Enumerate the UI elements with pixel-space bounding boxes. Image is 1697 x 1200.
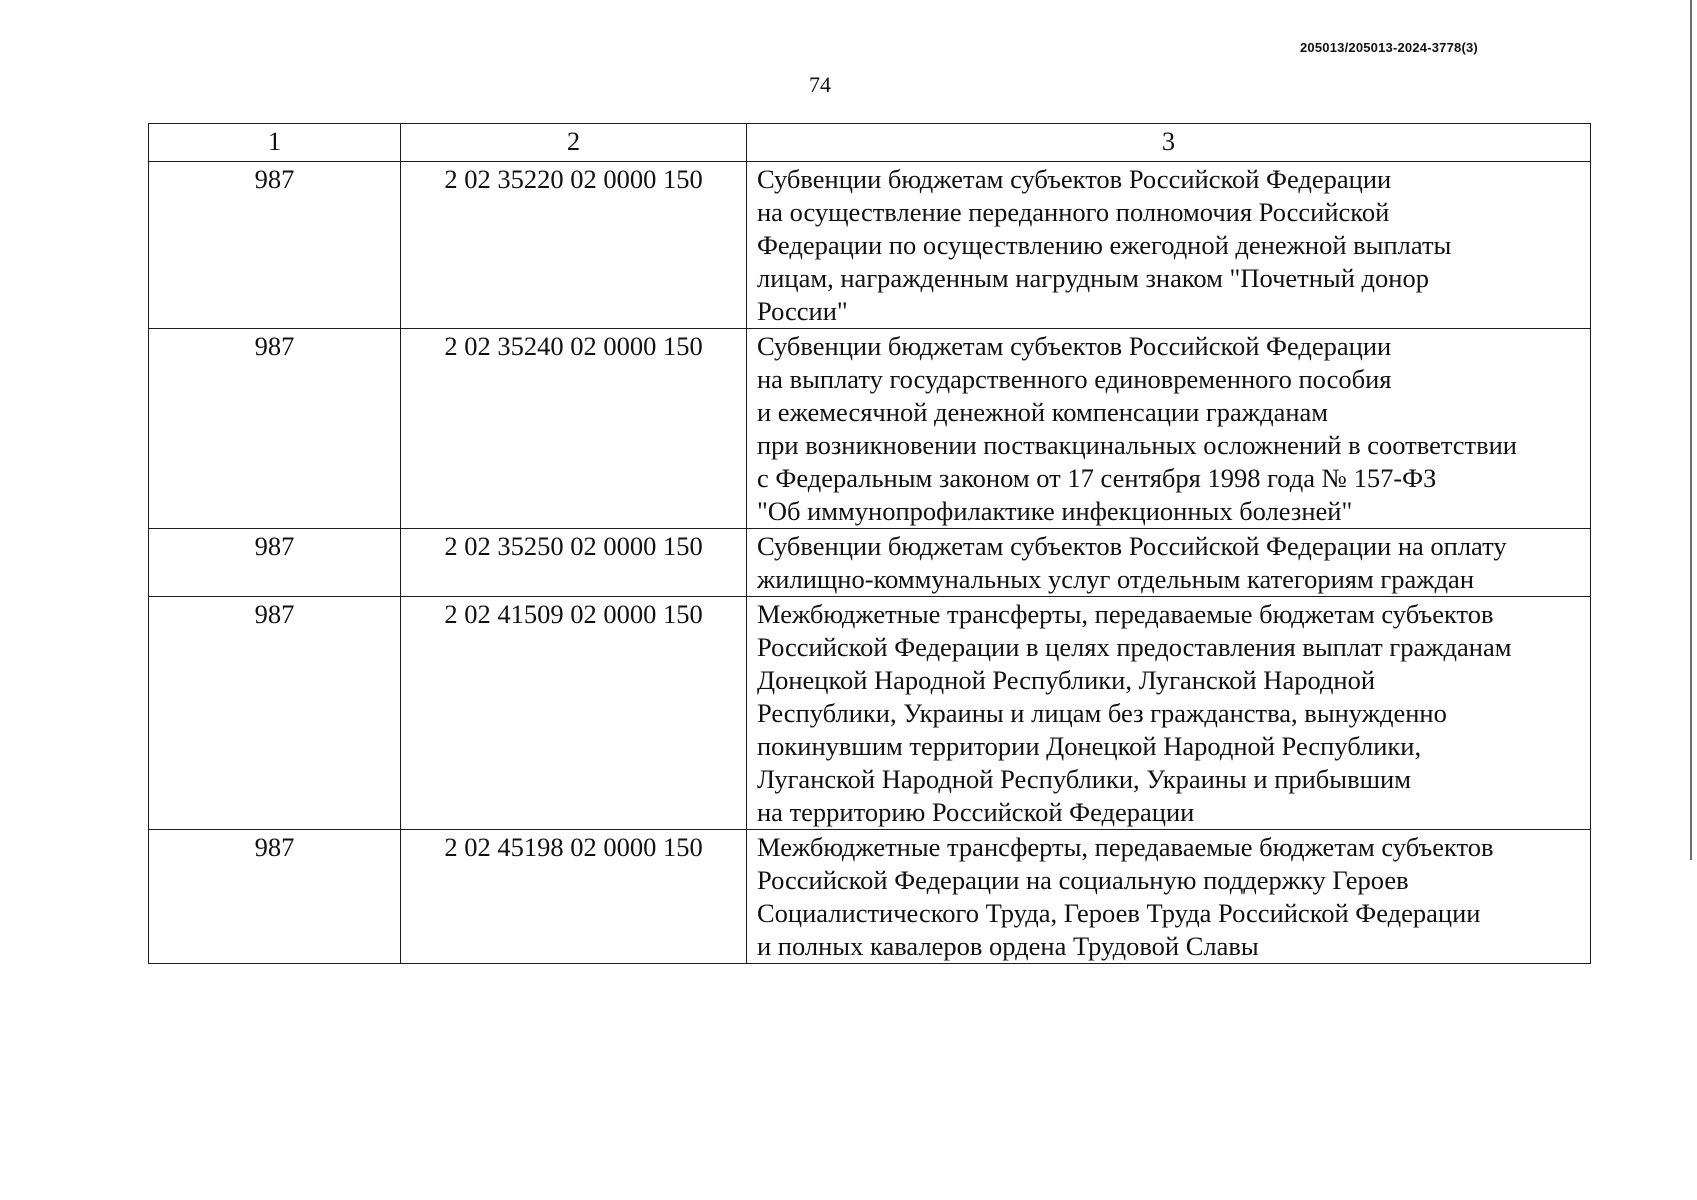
description-line: при возникновении поствакцинальных осложнений в соответствии bbox=[757, 430, 1517, 460]
budget-code-cell: 2 02 35250 02 0000 150 bbox=[401, 529, 747, 597]
column-header-2: 2 bbox=[401, 124, 747, 162]
table-row bbox=[149, 162, 1591, 329]
admin-code-cell: 987 bbox=[149, 329, 401, 529]
column-header-1: 1 bbox=[149, 124, 401, 162]
column-header-3: 3 bbox=[747, 124, 1591, 162]
budget-classification-table bbox=[148, 123, 1591, 964]
description-cell bbox=[747, 529, 1591, 597]
description-line: Субвенции бюджетам субъектов Российской Федерации bbox=[757, 331, 1392, 361]
description-cell bbox=[747, 597, 1591, 830]
description-line: и полных кавалеров ордена Трудовой Славы bbox=[757, 931, 1259, 961]
description-line: "Об иммунопрофилактике инфекционных болезней" bbox=[757, 496, 1353, 526]
table-row bbox=[149, 830, 1591, 964]
admin-code-cell: 987 bbox=[149, 162, 401, 329]
admin-code-cell: 987 bbox=[149, 597, 401, 830]
description-cell bbox=[747, 830, 1591, 964]
description-line: Субвенции бюджетам субъектов Российской Федерации на оплату bbox=[757, 531, 1507, 561]
description-line: Донецкой Народной Республики, Луганской Народной bbox=[757, 665, 1376, 695]
table-row bbox=[149, 529, 1591, 597]
admin-code-cell: 987 bbox=[149, 830, 401, 964]
document-id: 205013/205013-2024-3778(3) bbox=[1300, 40, 1478, 55]
scan-edge-line bbox=[1690, 0, 1692, 860]
description-line: Межбюджетные трансферты, передаваемые бюджетам субъектов bbox=[757, 599, 1494, 629]
description-line: Российской Федерации в целях предоставления выплат гражданам bbox=[757, 632, 1512, 662]
page-number: 74 bbox=[809, 72, 831, 97]
table-row bbox=[149, 597, 1591, 830]
description-line: и ежемесячной денежной компенсации гражданам bbox=[757, 397, 1329, 427]
budget-code-cell: 2 02 35220 02 0000 150 bbox=[401, 162, 747, 329]
description-cell bbox=[747, 162, 1591, 329]
description-line: Межбюджетные трансферты, передаваемые бюджетам субъектов bbox=[757, 832, 1494, 862]
budget-code-cell: 2 02 35240 02 0000 150 bbox=[401, 329, 747, 529]
description-line: жилищно-коммунальных услуг отдельным категориям граждан bbox=[757, 564, 1475, 594]
description-line: Федерации по осуществлению ежегодной денежной выплаты bbox=[757, 230, 1452, 260]
description-line: покинувшим территории Донецкой Народной Республики, bbox=[757, 731, 1422, 761]
table-row bbox=[149, 329, 1591, 529]
budget-code-cell: 2 02 45198 02 0000 150 bbox=[401, 830, 747, 964]
description-line: на выплату государственного единовременного пособия bbox=[757, 364, 1392, 394]
admin-code-cell: 987 bbox=[149, 529, 401, 597]
description-line: России" bbox=[757, 296, 848, 326]
description-line: Луганской Народной Республики, Украины и прибывшим bbox=[757, 764, 1411, 794]
table-header-row bbox=[149, 124, 1591, 162]
description-line: Российской Федерации на социальную поддержку Героев bbox=[757, 865, 1409, 895]
description-line: с Федеральным законом от 17 сентября 1998 года № 157-ФЗ bbox=[757, 463, 1437, 493]
description-line: Субвенции бюджетам субъектов Российской Федерации bbox=[757, 164, 1392, 194]
description-line: на территорию Российской Федерации bbox=[757, 797, 1195, 827]
description-cell bbox=[747, 329, 1591, 529]
description-line: Социалистического Труда, Героев Труда Российской Федерации bbox=[757, 898, 1481, 928]
budget-code-cell: 2 02 41509 02 0000 150 bbox=[401, 597, 747, 830]
description-line: лицам, награжденным нагрудным знаком "Почетный донор bbox=[757, 263, 1429, 293]
description-line: Республики, Украины и лицам без гражданства, вынужденно bbox=[757, 698, 1447, 728]
description-line: на осуществление переданного полномочия Российской bbox=[757, 197, 1390, 227]
